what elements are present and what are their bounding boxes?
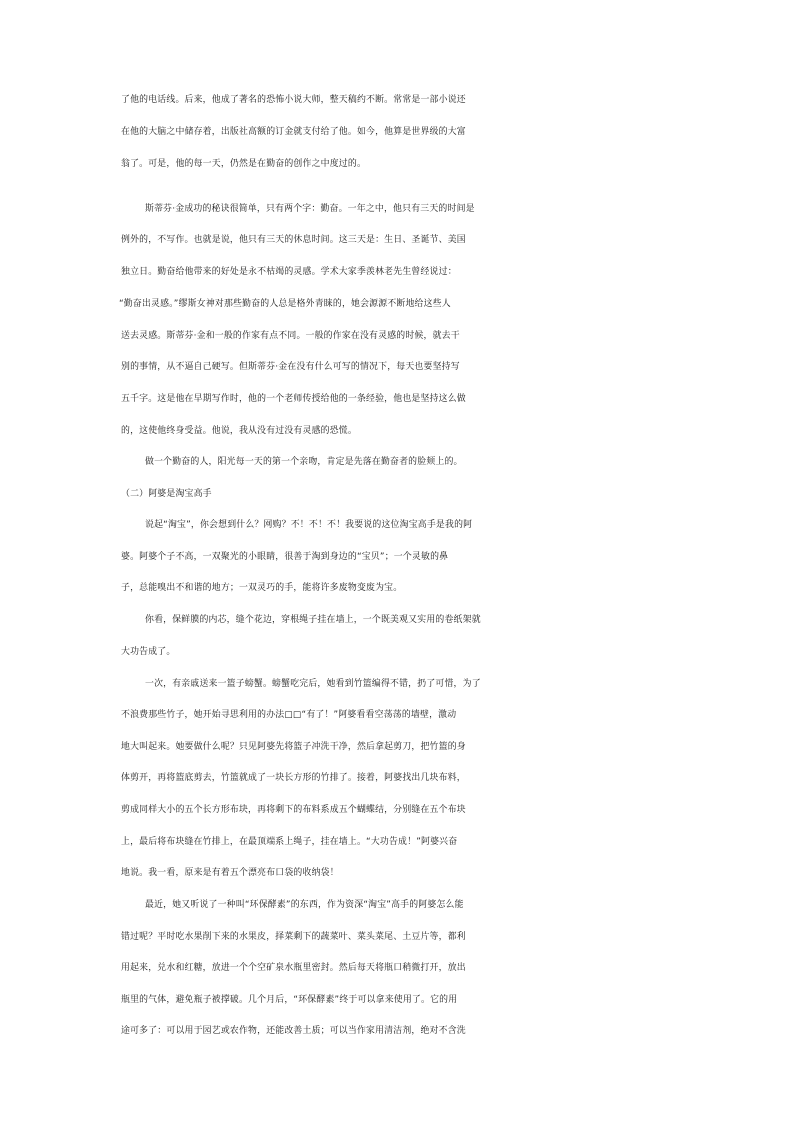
text-line: 上，最后将布块缝在竹排上，在最顶端系上绳子，挂在墙上。“大功告成！”阿婆兴奋 [121, 837, 458, 847]
text-line: “勤奋出灵感。”缪斯女神对那些勤奋的人总是格外青睐的，她会源源不断地给这些人 [119, 299, 451, 309]
text-line: 剪成同样大小的五个长方形布块，再将剩下的布料系成五个蝴蝶结，分别缝在五个布块 [121, 805, 466, 815]
text-line: 了他的电话线。后来，他成了著名的恐怖小说大师，整天稿约不断。常常是一部小说还 [121, 95, 466, 105]
text-line: 独立日。勤奋给他带来的好处是永不枯竭的灵感。学术大家季羡林老先生曾经说过： [121, 267, 457, 277]
text-line: 一次，有亲戚送来一篮子螃蟹。螃蟹吃完后，她看到竹篮编得不错，扔了可惜，为了 [145, 679, 481, 689]
section-heading: （二）阿婆是淘宝高手 [121, 489, 212, 499]
text-line: 别的事情，从不逼自己硬写。但斯蒂芬·金在没有什么可写的情况下，每天也要坚持写 [121, 362, 460, 372]
text-line: 地说。我一看，原来是有着五个漂亮布口袋的收纳袋！ [121, 868, 339, 878]
text-line: 瓶里的气体，避免瓶子被撑破。几个月后，“环保酵素”终于可以拿来使用了。它的用 [121, 995, 458, 1005]
text-line: 大功告成了。 [121, 647, 176, 657]
text-line: 用起来，兑水和红糖，放进一个个空矿泉水瓶里密封。然后每天将瓶口稍微打开，放出 [121, 963, 466, 973]
text-line: 在他的大脑之中储存着，出版社高额的订金就支付给了他。如今，他算是世界级的大富 [121, 127, 466, 137]
text-line: 五千字。这是他在早期写作时，他的一个老师传授给他的一条经验，他也是坚持这么做 [121, 394, 466, 404]
text-line: 子，总能嗅出不和谐的地方；一双灵巧的手，能将许多废物变废为宝。 [121, 583, 403, 593]
text-line: 做一个勤奋的人，阳光每一天的第一个亲吻，肯定是先落在勤奋者的脸颊上的。 [145, 457, 463, 467]
text-line: 说起“淘宝”，你会想到什么？网购？不！不！不！我要说的这位淘宝高手是我的阿 [145, 520, 473, 530]
text-line: 你看，保鲜膜的内芯，缝个花边，穿根绳子挂在墙上，一个既美观又实用的卷纸架就 [145, 615, 481, 625]
text-line: 地大叫起来。她要做什么呢？只见阿婆先将篮子冲洗干净，然后拿起剪刀，把竹篮的身 [121, 742, 466, 752]
text-line: 途可多了：可以用于园艺或农作物，还能改善土质；可以当作家用清洁剂，绝对不含洗 [121, 1026, 466, 1036]
text-line: 体剪开，再将篮底剪去，竹篮就成了一块长方形的竹排了。接着，阿婆找出几块布料， [121, 773, 466, 783]
text-line: 翁了。可是，他的每一天，仍然是在勤奋的创作之中度过的。 [121, 159, 367, 169]
text-line: 最近，她又听说了一种叫“环保酵素”的东西，作为资深“淘宝”高手的阿婆怎么能 [145, 900, 464, 910]
text-line: 婆。阿婆个子不高，一双聚光的小眼睛，很善于淘到身边的“宝贝”；一个灵敏的鼻 [121, 552, 449, 562]
text-line: 不浪费那些竹子，她开始寻思利用的办法□□“有了！”阿婆看看空荡荡的墙壁，激动 [121, 710, 457, 720]
text-line: 例外的，不写作。也就是说，他只有三天的休息时间。这三天是：生日、圣诞节、美国 [121, 235, 466, 245]
text-line: 送去灵感。斯蒂芬·金和一般的作家有点不同。一般的作家在没有灵感的时候，就去干 [121, 331, 460, 341]
text-line: 斯蒂芬·金成功的秘诀很简单，只有两个字：勤奋。一年之中，他只有三天的时间是 [145, 204, 475, 214]
text-line: 错过呢？平时吃水果削下来的水果皮，择菜剩下的蔬菜叶、菜头菜尾、土豆片等，都利 [121, 932, 466, 942]
text-line: 的，这使他终身受益。他说，我从没有过没有灵感的恐慌。 [121, 426, 357, 436]
